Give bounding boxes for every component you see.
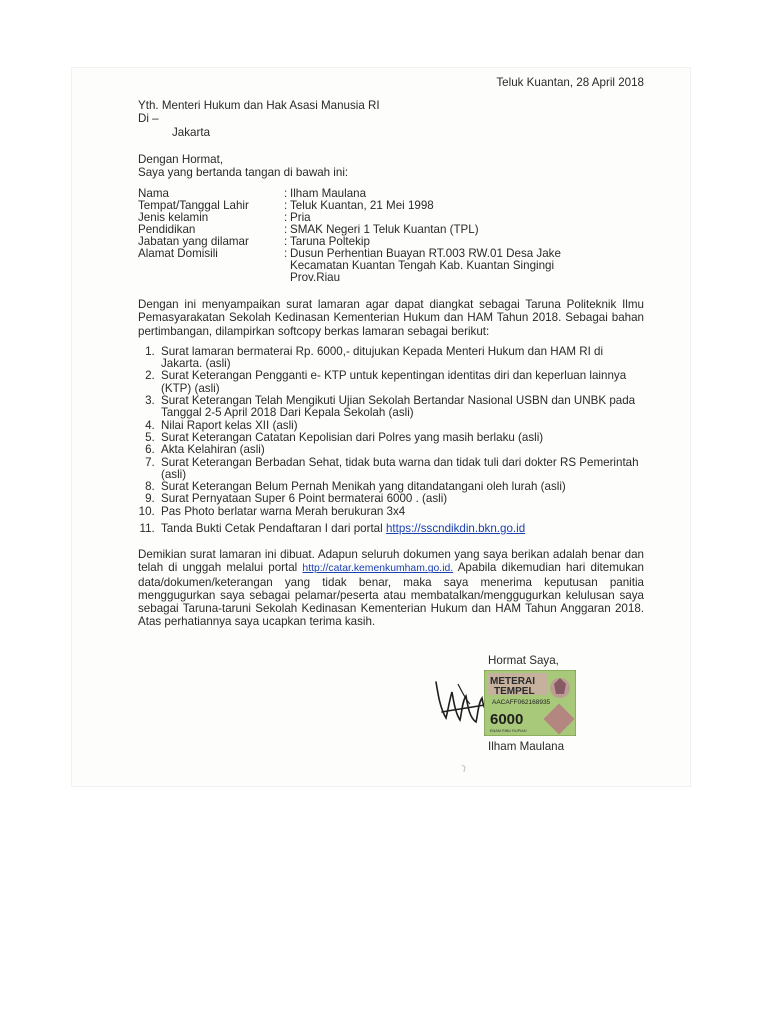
list-item: 3. Surat Keterangan Telah Mengikuti Ujian Sekolah Bertandar Nasional USBN dan UNBK pada Tanggal 2-5 April 2018 Dari Kepala Sekolah (asli) [158, 395, 644, 420]
recipient-block [138, 99, 644, 139]
purpose-paragraph: Dengan ini menyampaikan surat lamaran agar dapat diangkat sebagai Taruna Politeknik Ilmu Pemasyarakatan Sekolah Kedinasan Kementerian Hukum dan HAM Tahun 2018. Sebagai bahan pertimbangan, dilampirkan softcopy berkas lamaran sebagai berikut: [138, 298, 644, 338]
signer-name: Ilham Maulana [488, 740, 565, 753]
list-item [158, 523, 644, 535]
info-value: Prov.Riau [290, 271, 341, 285]
stamp-title: METERAI [490, 676, 535, 687]
info-label: Nama [138, 187, 169, 201]
sscn-portal-link[interactable]: https://sscndikdin.bkn.go.id [385, 521, 526, 535]
closing-text-cont: Apabila dikemudian hari ditemukan data/dokumen/keterangan yang tidak benar, maka saya menerima keputusan panitia menggugurkan saya sebagai pelamar/peserta atau membatalkan/menggugurkan kelulusan saya sebagai Taruna-taruni Sekolah Kedinasan Kementerian Hukum dan HAM Tahun Anggaran 2018. Atas perhatiannya saya ucapkan terima kasih. [138, 561, 644, 629]
info-colon: : [284, 235, 288, 249]
info-value: Pria [290, 211, 311, 225]
letter-date: Teluk Kuantan, 28 April 2018 [496, 76, 644, 89]
info-label: Tempat/Tanggal Lahir [138, 199, 249, 213]
closing-text: Demikian surat lamaran ini dibuat. Adapun seluruh dokumen yang saya berikan adalah benar dan telah di unggah melalui portal [138, 548, 644, 575]
stamp-serial: AACAFF062168935 [492, 699, 551, 706]
info-colon: : [284, 187, 288, 201]
info-value: Taruna Poltekip [290, 235, 370, 249]
list-item: 4. Nilai Raport kelas XII (asli) [158, 420, 644, 432]
applicant-info-table [138, 188, 561, 284]
info-value: Kecamatan Kuantan Tengah Kab. Kuantan Singingi [290, 259, 555, 273]
list-item: 1. Surat lamaran bermaterai Rp. 6000,- ditujukan Kepada Menteri Hukum dan HAM RI di Jakarta. (asli) [158, 346, 644, 371]
attachment-list [138, 346, 644, 535]
closing-paragraph [138, 548, 644, 628]
signature-block [432, 654, 582, 754]
recipient-name: Yth. Menteri Hukum dan Hak Asasi Manusia RI [138, 99, 380, 113]
info-value: Teluk Kuantan, 21 Mei 1998 [290, 199, 434, 213]
info-colon: : [284, 247, 288, 261]
list-item: 5. Surat Keterangan Catatan Kepolisian dari Polres yang masih berlaku (asli) [158, 432, 644, 444]
info-label: Pendidikan [138, 223, 196, 237]
info-colon: : [284, 199, 288, 213]
list-item: 6. Akta Kelahiran (asli) [158, 444, 644, 456]
info-label [138, 260, 284, 272]
list-item: 2. Surat Keterangan Pengganti e- KTP untuk kepentingan identitas diri dan keperluan lainnya (KTP) (asli) [158, 370, 644, 395]
list-item: 7. Surat Keterangan Berbadan Sehat, tidak buta warna dan tidak tuli dari dokter RS Pemerintah (asli) [158, 457, 644, 482]
list-item: 8. Surat Keterangan Belum Pernah Menikah yang ditandatangani oleh lurah (asli) [158, 481, 644, 493]
info-label: Jenis kelamin [138, 211, 209, 225]
stamp-subtitle: TEMPEL [494, 686, 535, 697]
info-label: Alamat Domisili [138, 247, 218, 261]
info-colon: : [284, 211, 288, 225]
intro-line: Saya yang bertanda tangan di bawah ini: [138, 166, 349, 180]
stamp-caption: ENAM RIBU RUPIAH [490, 729, 527, 733]
greeting: Dengan Hormat, [138, 152, 224, 166]
info-row [138, 260, 561, 272]
info-value: SMAK Negeri 1 Teluk Kuantan (TPL) [290, 223, 479, 237]
info-label: Jabatan yang dilamar [138, 235, 249, 249]
sign-off: Hormat Saya, [488, 654, 559, 667]
catar-portal-link[interactable]: http://catar.kemenkumham.go.id. [302, 563, 454, 575]
paper-speck [460, 764, 468, 774]
stamp-value: 6000 [490, 711, 524, 728]
info-value: Dusun Perhentian Buayan RT.003 RW.01 Desa Jake [290, 247, 561, 261]
meterai-stamp [484, 670, 576, 736]
recipient-to: Di – [138, 112, 159, 126]
info-label [138, 272, 284, 284]
list-item: 10. Pas Photo berlatar warna Merah berukuran 3x4 [158, 506, 644, 518]
application-letter [138, 76, 644, 629]
info-colon: : [284, 223, 288, 237]
list-item: 9. Surat Pernyataan Super 6 Point bermaterai 6000 . (asli) [158, 493, 644, 505]
recipient-city: Jakarta [172, 125, 211, 139]
info-value: Ilham Maulana [290, 187, 367, 201]
list-item-text: Tanda Bukti Cetak Pendaftaran I dari portal [161, 521, 386, 535]
info-row [138, 272, 561, 284]
